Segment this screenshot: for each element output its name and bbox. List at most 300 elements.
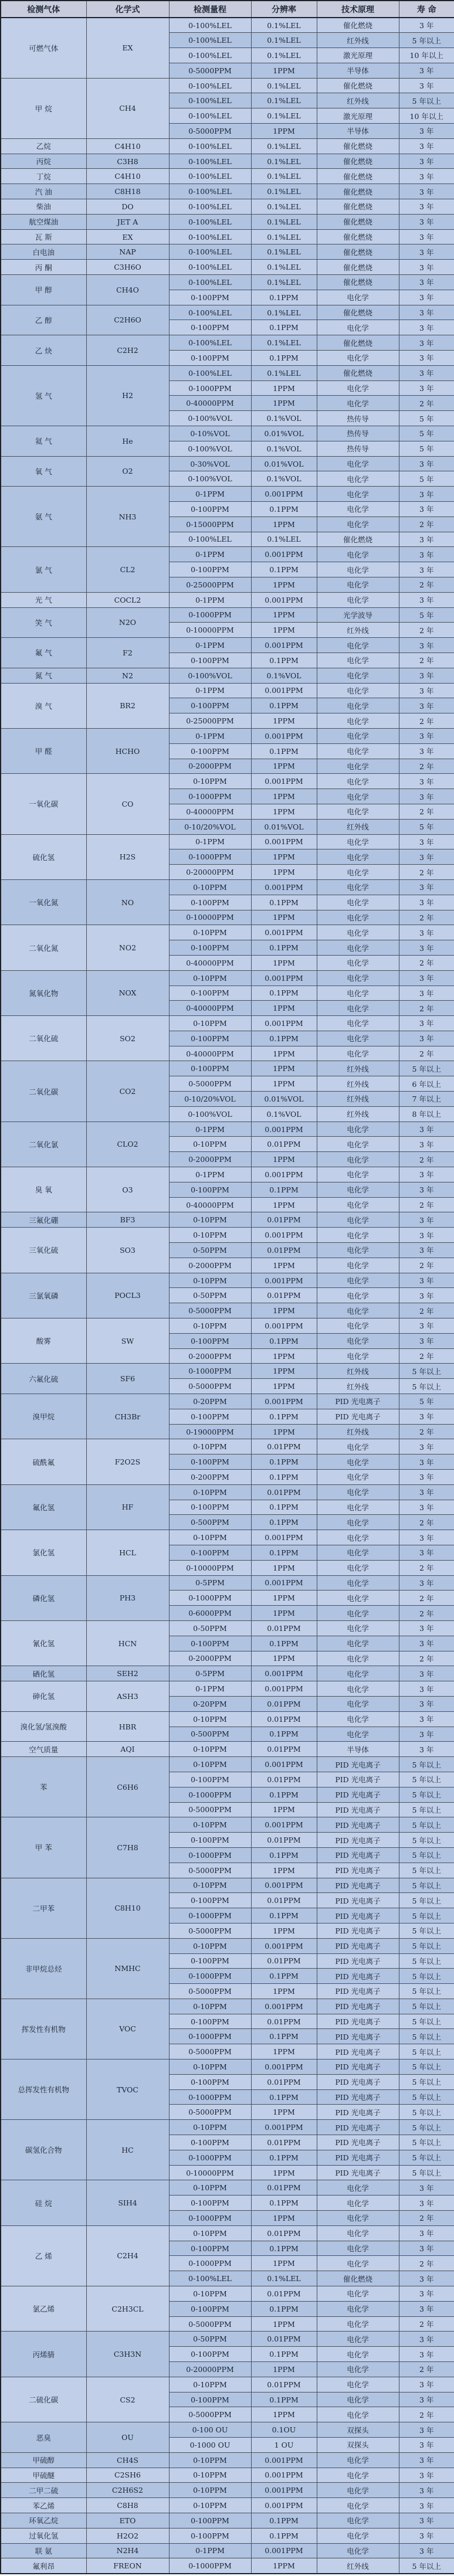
life-cell: 2 年 [399, 1046, 454, 1061]
table-row [1, 2452, 454, 2468]
principle-cell: PID 光电离子 [317, 1787, 399, 1802]
life-cell: 3 年 [399, 18, 454, 33]
life-cell: 3 年 [399, 925, 454, 940]
range-cell: 0-5000PPM [169, 1076, 251, 1092]
gas-name-cell: 乙烷 [1, 138, 86, 154]
life-cell: 3 年 [399, 124, 454, 139]
life-cell: 3 年 [399, 2468, 454, 2483]
life-cell: 3 年 [399, 2286, 454, 2302]
table-row [1, 184, 454, 199]
range-cell: 0-5000PPM [169, 1303, 251, 1318]
range-cell: 0-100%LEL [169, 33, 251, 48]
resolution-cell: 1PPM [251, 607, 317, 623]
principle-cell: 电化学 [317, 2316, 399, 2332]
life-cell: 3 年 [399, 2332, 454, 2347]
resolution-cell: 1PPM [251, 2211, 317, 2226]
resolution-cell: 1PPM [251, 1364, 317, 1379]
range-cell: 0-100 OU [169, 2422, 251, 2438]
header-cell: 技术原理 [317, 1, 399, 18]
principle-cell: 电化学 [317, 910, 399, 925]
principle-cell: 电化学 [317, 351, 399, 366]
principle-cell: 电化学 [317, 1727, 399, 1742]
gas-name-cell: 三氯氧磷 [1, 1273, 86, 1318]
principle-cell: 电化学 [317, 1681, 399, 1697]
life-cell: 2 年 [399, 1560, 454, 1575]
principle-cell: 电化学 [317, 668, 399, 683]
table-row [1, 1394, 454, 1409]
life-cell: 3 年 [399, 365, 454, 380]
range-cell: 0-5000PPM [169, 1923, 251, 1938]
formula-cell: C3H6O [86, 260, 169, 275]
range-cell: 0-1PPM [169, 834, 251, 849]
resolution-cell: 0.1PPM [251, 895, 317, 910]
resolution-cell: 0.1PPM [251, 2301, 317, 2316]
resolution-cell: 1PPM [251, 1061, 317, 1076]
range-cell: 0-1000PPM [169, 1847, 251, 1863]
principle-cell: 电化学 [317, 1545, 399, 1560]
principle-cell: 电化学 [317, 1182, 399, 1197]
principle-cell: 电化学 [317, 2392, 399, 2407]
gas-name-cell: 恶臭 [1, 2422, 86, 2453]
formula-cell: C8H10 [86, 1878, 169, 1938]
resolution-cell: 0.1OU [251, 2422, 317, 2438]
range-cell: 0-100PPM [169, 2347, 251, 2362]
principle-cell: 电化学 [317, 865, 399, 880]
range-cell: 0-15000PPM [169, 516, 251, 532]
formula-cell: HCN [86, 1620, 169, 1666]
table-row [1, 1439, 454, 1454]
resolution-cell: 0.1PPM [251, 562, 317, 577]
principle-cell: PID 光电离子 [317, 1409, 399, 1424]
resolution-cell: 0.001PPM [251, 547, 317, 562]
resolution-cell: 0.1PPM [251, 1908, 317, 1923]
table-row [1, 244, 454, 260]
life-cell: 3 年 [399, 154, 454, 169]
principle-cell: 电化学 [317, 1530, 399, 1545]
range-cell: 0-50PPM [169, 1288, 251, 1303]
table-row [1, 335, 454, 351]
range-cell: 0-500PPM [169, 1515, 251, 1530]
header-cell: 检测量程 [169, 1, 251, 18]
gas-name-cell: 二硫化碳 [1, 2377, 86, 2422]
resolution-cell: 0.001PPM [251, 2468, 317, 2483]
life-cell: 2 年 [399, 1591, 454, 1606]
principle-cell: 电化学 [317, 925, 399, 940]
life-cell: 3 年 [399, 290, 454, 305]
formula-cell: N2 [86, 668, 169, 683]
resolution-cell: 0.1%LEL [251, 184, 317, 199]
principle-cell: 催化燃烧 [317, 169, 399, 184]
range-cell: 0-5000PPM [169, 2316, 251, 2332]
principle-cell: 电化学 [317, 1620, 399, 1636]
life-cell: 5 年以上 [399, 2120, 454, 2135]
resolution-cell: 0.1PPM [251, 2150, 317, 2165]
header-cell: 化学式 [86, 1, 169, 18]
header-row [1, 1, 454, 18]
life-cell: 3 年 [399, 940, 454, 956]
formula-cell: O2 [86, 456, 169, 487]
gas-name-cell: 丙烯腈 [1, 2332, 86, 2377]
life-cell: 5 年以上 [399, 2060, 454, 2075]
formula-cell: NO2 [86, 925, 169, 970]
resolution-cell: 0.1PPM [251, 653, 317, 668]
resolution-cell: 0.1PPM [251, 1727, 317, 1742]
range-cell: 0-40000PPM [169, 396, 251, 411]
range-cell: 0-10PPM [169, 1016, 251, 1031]
resolution-cell: 0.001PPM [251, 1273, 317, 1288]
resolution-cell: 0.1%VOL [251, 411, 317, 426]
resolution-cell: 0.1PPM [251, 1500, 317, 1515]
resolution-cell: 1PPM [251, 865, 317, 880]
range-cell: 0-1000PPM [169, 380, 251, 396]
life-cell: 5 年以上 [399, 1817, 454, 1833]
table-row [1, 1742, 454, 1757]
life-cell: 3 年 [399, 1182, 454, 1197]
resolution-cell: 0.1%LEL [251, 78, 317, 93]
resolution-cell: 0.01%VOL [251, 819, 317, 834]
range-cell: 0-19000PPM [169, 1424, 251, 1439]
table-row [1, 260, 454, 275]
range-cell: 0-10/20%VOL [169, 819, 251, 834]
principle-cell: 电化学 [317, 2483, 399, 2498]
life-cell: 3 年 [399, 320, 454, 335]
resolution-cell: 0.1PPM [251, 698, 317, 713]
resolution-cell: 0.1PPM [251, 2347, 317, 2362]
gas-name-cell: 苯 [1, 1757, 86, 1817]
table-row [1, 1938, 454, 1953]
table-row [1, 2120, 454, 2135]
resolution-cell: 0.001PPM [251, 1122, 317, 1137]
life-cell: 5 年 [399, 441, 454, 456]
resolution-cell: 0.1%LEL [251, 532, 317, 547]
principle-cell: 电化学 [317, 1560, 399, 1575]
resolution-cell: 1PPM [251, 1152, 317, 1167]
resolution-cell: 0.01PPM [251, 1772, 317, 1787]
range-cell: 0-10PPM [169, 1318, 251, 1334]
principle-cell: 电化学 [317, 713, 399, 729]
life-cell: 3 年 [399, 2180, 454, 2196]
life-cell: 5 年以上 [399, 2029, 454, 2044]
resolution-cell: 0.1PPM [251, 2196, 317, 2211]
life-cell: 3 年 [399, 1500, 454, 1515]
resolution-cell: 0.01PPM [251, 1696, 317, 1711]
formula-cell: CO2 [86, 1061, 169, 1122]
table-row [1, 1817, 454, 1833]
life-cell: 3 年 [399, 351, 454, 366]
range-cell: 0-100PPM [169, 1545, 251, 1560]
resolution-cell: 0.1%LEL [251, 18, 317, 33]
life-cell: 5 年以上 [399, 1847, 454, 1863]
principle-cell: 双探头 [317, 2422, 399, 2438]
formula-cell: C8H8 [86, 2498, 169, 2513]
resolution-cell: 1PPM [251, 1046, 317, 1061]
formula-cell: ASH3 [86, 1681, 169, 1712]
life-cell: 10 年以上 [399, 48, 454, 63]
table-row [1, 1061, 454, 1076]
life-cell: 2 年 [399, 1348, 454, 1364]
formula-cell: HCL [86, 1530, 169, 1575]
life-cell: 3 年 [399, 1666, 454, 1681]
principle-cell: 电化学 [317, 2377, 399, 2392]
life-cell: 3 年 [399, 532, 454, 547]
life-cell: 5 年以上 [399, 1984, 454, 1999]
resolution-cell: 0.01PPM [251, 1742, 317, 1757]
life-cell: 3 年 [399, 2225, 454, 2241]
life-cell: 3 年 [399, 214, 454, 229]
table-row [1, 1878, 454, 1893]
life-cell: 2 年 [399, 2211, 454, 2226]
principle-cell: 红外线 [317, 2558, 399, 2574]
principle-cell: 电化学 [317, 2513, 399, 2528]
principle-cell: 催化燃烧 [317, 229, 399, 244]
resolution-cell: 1PPM [251, 1424, 317, 1439]
gas-name-cell: 环氧乙烷 [1, 2513, 86, 2528]
range-cell: 0-1000PPM [169, 2029, 251, 2044]
principle-cell: 红外线 [317, 1424, 399, 1439]
range-cell: 0-10PPM [169, 2468, 251, 2483]
resolution-cell: 0.1%LEL [251, 33, 317, 48]
formula-cell: C3H3N [86, 2332, 169, 2377]
range-cell: 0-1PPM [169, 2543, 251, 2558]
range-cell: 0-1PPM [169, 1167, 251, 1182]
principle-cell: 电化学 [317, 849, 399, 865]
resolution-cell: 0.01%VOL [251, 456, 317, 471]
resolution-cell: 0.1PPM [251, 1969, 317, 1984]
range-cell: 0-500PPM [169, 1727, 251, 1742]
range-cell: 0-6000PPM [169, 1606, 251, 1621]
life-cell: 3 年 [399, 2347, 454, 2362]
gas-name-cell: 甲硫醚 [1, 2468, 86, 2483]
life-cell: 3 年 [399, 789, 454, 804]
life-cell: 2 年 [399, 577, 454, 592]
principle-cell: PID 光电离子 [317, 1923, 399, 1938]
range-cell: 0-100PPM [169, 1333, 251, 1348]
range-cell: 0-100PPM [169, 895, 251, 910]
gas-name-cell: 六氟化硫 [1, 1364, 86, 1394]
principle-cell: 电化学 [317, 516, 399, 532]
principle-cell: PID 光电离子 [317, 1802, 399, 1817]
resolution-cell: 1PPM [251, 1863, 317, 1878]
resolution-cell: 1PPM [251, 713, 317, 729]
principle-cell: PID 光电离子 [317, 2120, 399, 2135]
life-cell: 3 年 [399, 78, 454, 93]
resolution-cell: 0.001PPM [251, 1394, 317, 1409]
gas-name-cell: 航空煤油 [1, 214, 86, 229]
life-cell: 3 年 [399, 1727, 454, 1742]
range-cell: 0-50PPM [169, 2332, 251, 2347]
formula-cell: CH3Br [86, 1394, 169, 1439]
principle-cell: 电化学 [317, 471, 399, 487]
life-cell: 3 年 [399, 2271, 454, 2286]
table-row [1, 728, 454, 743]
range-cell: 0-100%LEL [169, 2271, 251, 2286]
table-row [1, 925, 454, 940]
principle-cell: PID 光电离子 [317, 2014, 399, 2029]
principle-cell: 电化学 [317, 985, 399, 1001]
principle-cell: PID 光电离子 [317, 2029, 399, 2044]
principle-cell: 电化学 [317, 1228, 399, 1243]
resolution-cell: 1PPM [251, 124, 317, 139]
range-cell: 0-5000PPM [169, 124, 251, 139]
principle-cell: 电化学 [317, 1470, 399, 1485]
principle-cell: 催化燃烧 [317, 78, 399, 93]
range-cell: 0-2000PPM [169, 1651, 251, 1666]
principle-cell: 电化学 [317, 2301, 399, 2316]
range-cell: 0-10PPM [169, 2225, 251, 2241]
range-cell: 0-100PPM [169, 698, 251, 713]
range-cell: 0-100%LEL [169, 214, 251, 229]
life-cell: 2 年 [399, 1001, 454, 1016]
range-cell: 0-1PPM [169, 547, 251, 562]
principle-cell: 催化燃烧 [317, 244, 399, 260]
life-cell: 2 年 [399, 1303, 454, 1318]
table-row [1, 2483, 454, 2498]
life-cell: 3 年 [399, 260, 454, 275]
principle-cell: 电化学 [317, 1484, 399, 1500]
table-row [1, 2225, 454, 2241]
resolution-cell: 0.1%VOL [251, 668, 317, 683]
range-cell: 0-5000PPM [169, 1802, 251, 1817]
formula-cell: C2H6S2 [86, 2483, 169, 2498]
resolution-cell: 0.01PPM [251, 2014, 317, 2029]
range-cell: 0-100%LEL [169, 229, 251, 244]
range-cell: 0-10PPM [169, 1711, 251, 1727]
principle-cell: 电化学 [317, 487, 399, 502]
formula-cell: He [86, 426, 169, 457]
resolution-cell: 0.001PPM [251, 1228, 317, 1243]
resolution-cell: 0.01PPM [251, 1137, 317, 1152]
range-cell: 0-25000PPM [169, 713, 251, 729]
header-cell: 分辨率 [251, 1, 317, 18]
gas-name-cell: 联 氨 [1, 2543, 86, 2558]
range-cell: 0-100PPM [169, 2392, 251, 2407]
table-row [1, 592, 454, 607]
principle-cell: 热传导 [317, 426, 399, 441]
principle-cell: 电化学 [317, 834, 399, 849]
range-cell: 0-5PPM [169, 1575, 251, 1591]
gas-name-cell: 二甲苯 [1, 1878, 86, 1938]
range-cell: 0-10PPM [169, 970, 251, 985]
principle-cell: 电化学 [317, 320, 399, 335]
life-cell: 3 年 [399, 562, 454, 577]
resolution-cell: 1PPM [251, 2105, 317, 2120]
principle-cell: PID 光电离子 [317, 1878, 399, 1893]
principle-cell: PID 光电离子 [317, 2105, 399, 2120]
resolution-cell: 0.01PPM [251, 2135, 317, 2150]
resolution-cell: 0.001PPM [251, 1167, 317, 1182]
life-cell: 10 年以上 [399, 108, 454, 124]
resolution-cell: 0.1PPM [251, 290, 317, 305]
principle-cell: 电化学 [317, 940, 399, 956]
table-row [1, 275, 454, 290]
resolution-cell: 1PPM [251, 1606, 317, 1621]
table-row [1, 2422, 454, 2438]
life-cell: 3 年 [399, 1742, 454, 1757]
life-cell: 3 年 [399, 1212, 454, 1228]
life-cell: 3 年 [399, 2528, 454, 2543]
gas-name-cell: 空气质量 [1, 1742, 86, 1757]
resolution-cell: 0.01PPM [251, 2377, 317, 2392]
principle-cell: 催化燃烧 [317, 305, 399, 320]
life-cell: 3 年 [399, 1620, 454, 1636]
life-cell: 2 年 [399, 623, 454, 638]
range-cell: 0-100PPM [169, 1953, 251, 1969]
principle-cell: 红外线 [317, 33, 399, 48]
gas-name-cell: 甲 醛 [1, 728, 86, 773]
principle-cell: 红外线 [317, 1379, 399, 1394]
range-cell: 0-100%LEL [169, 48, 251, 63]
gas-name-cell: 氯化氢 [1, 1530, 86, 1575]
life-cell: 2 年 [399, 713, 454, 729]
principle-cell: 电化学 [317, 2256, 399, 2271]
range-cell: 0-1000PPM [169, 1908, 251, 1923]
principle-cell: 红外线 [317, 1106, 399, 1122]
formula-cell: C3H8 [86, 154, 169, 169]
life-cell: 2 年 [399, 653, 454, 668]
resolution-cell: 0.01PPM [251, 1288, 317, 1303]
principle-cell: 电化学 [317, 577, 399, 592]
principle-cell: 电化学 [317, 1575, 399, 1591]
life-cell: 2 年 [399, 1606, 454, 1621]
principle-cell: 电化学 [317, 955, 399, 970]
range-cell: 0-1000PPM [169, 789, 251, 804]
principle-cell: 电化学 [317, 1288, 399, 1303]
principle-cell: PID 光电离子 [317, 1984, 399, 1999]
formula-cell: H2S [86, 834, 169, 879]
range-cell: 0-100PPM [169, 2074, 251, 2089]
principle-cell: 电化学 [317, 1122, 399, 1137]
principle-cell: 电化学 [317, 698, 399, 713]
range-cell: 0-100PPM [169, 1182, 251, 1197]
life-cell: 5 年以上 [399, 1893, 454, 1908]
resolution-cell: 1PPM [251, 1984, 317, 1999]
resolution-cell: 0.001PPM [251, 1938, 317, 1953]
resolution-cell: 1PPM [251, 2256, 317, 2271]
range-cell: 0-5PPM [169, 1666, 251, 1681]
header-cell: 寿 命 [399, 1, 454, 18]
gas-name-cell: 汽 油 [1, 184, 86, 199]
life-cell: 3 年 [399, 2543, 454, 2558]
resolution-cell: 0.1%LEL [251, 48, 317, 63]
resolution-cell: 1PPM [251, 63, 317, 78]
resolution-cell: 1PPM [251, 2407, 317, 2422]
resolution-cell: 0.01PPM [251, 1620, 317, 1636]
range-cell: 0-2000PPM [169, 1152, 251, 1167]
resolution-cell: 1PPM [251, 1001, 317, 1016]
gas-name-cell: 二氧化氯 [1, 1122, 86, 1167]
life-cell: 3 年 [399, 244, 454, 260]
principle-cell: 催化燃烧 [317, 199, 399, 215]
range-cell: 0-100%VOL [169, 441, 251, 456]
life-cell: 3 年 [399, 2483, 454, 2498]
resolution-cell: 0.1PPM [251, 1333, 317, 1348]
resolution-cell: 1PPM [251, 623, 317, 638]
resolution-cell: 1PPM [251, 1560, 317, 1575]
life-cell: 3 年 [399, 2513, 454, 2528]
table-row [1, 214, 454, 229]
range-cell: 0-100%LEL [169, 244, 251, 260]
life-cell: 5 年以上 [399, 1969, 454, 1984]
principle-cell: 催化燃烧 [317, 184, 399, 199]
table-row [1, 2543, 454, 2558]
range-cell: 0-100PPM [169, 2135, 251, 2150]
table-row [1, 169, 454, 184]
life-cell: 3 年 [399, 169, 454, 184]
range-cell: 0-100PPM [169, 1833, 251, 1848]
gas-name-cell: 甲 苯 [1, 1817, 86, 1878]
range-cell: 0-100%LEL [169, 275, 251, 290]
resolution-cell: 0.1%LEL [251, 169, 317, 184]
